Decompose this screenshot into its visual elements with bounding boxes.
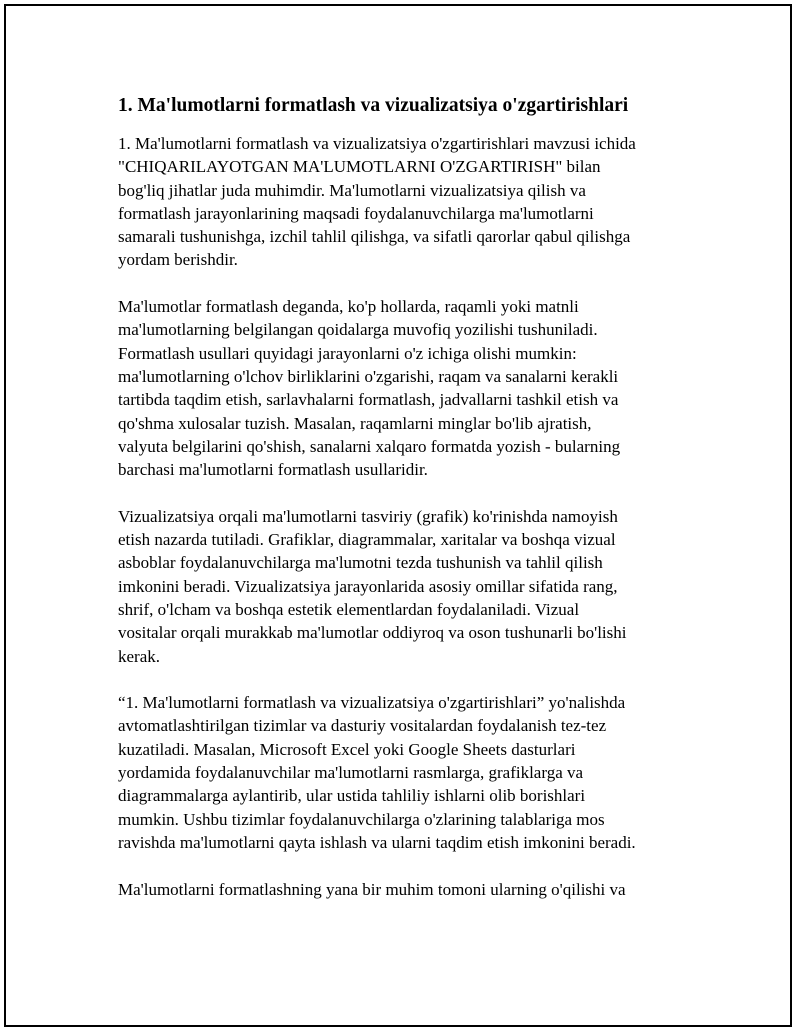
paragraph-3 <box>118 505 688 668</box>
text-line: qo'shma xulosalar tuzish. Masalan, raqamlarni minglar bo'lib ajratish, <box>118 413 592 433</box>
text-line: "CHIQARILAYOTGAN MA'LUMOTLARNI O'ZGARTIRISH" bilan <box>118 157 601 177</box>
text-line: Vizualizatsiya orqali ma'lumotlarni tasviriy (grafik) ko'rinishda namoyish <box>118 506 618 526</box>
text-line: ma'lumotlarning belgilangan qoidalarga muvofiq yozilishi tushuniladi. <box>118 320 598 340</box>
text-line: formatlash jarayonlarining maqsadi foydalanuvchilarga ma'lumotlarni <box>118 203 594 223</box>
text-line: vositalar orqali murakkab ma'lumotlar oddiyroq va oson tushunarli bo'lishi <box>118 623 627 643</box>
paragraph-2 <box>118 295 688 481</box>
text-line: asboblar foydalanuvchilarga ma'lumotni tezda tushunish va tahlil qilish <box>118 553 603 573</box>
text-line: barchasi ma'lumotlarni formatlash usullaridir. <box>118 460 428 480</box>
text-line: yordam berishdir. <box>118 250 238 270</box>
text-line: imkonini beradi. Vizualizatsiya jarayonlarida asosiy omillar sifatida rang, <box>118 576 618 596</box>
text-line: ravishda ma'lumotlarni qayta ishlash va ularni taqdim etish imkonini beradi. <box>118 832 636 852</box>
text-line: samarali tushunishga, izchil tahlil qilishga, va sifatli qarorlar qabul qilishga <box>118 227 631 247</box>
text-line: shrif, o'lcham va boshqa estetik elementlardan foydalaniladi. Vizual <box>118 599 580 619</box>
text-line: “1. Ma'lumotlarni formatlash va vizualizatsiya o'zgartirishlari” yo'nalishda <box>118 693 626 713</box>
text-line: kerak. <box>118 646 161 666</box>
text-line: tartibda taqdim etish, sarlavhalarni formatlash, jadvallarni tashkil etish va <box>118 390 619 410</box>
section-heading: 1. Ma'lumotlarni formatlash va vizualizatsiya o'zgartirishlari <box>118 95 629 116</box>
text-line: mumkin. Ushbu tizimlar foydalanuvchilarga o'zlarining talablariga mos <box>118 809 605 829</box>
text-line: etish nazarda tutiladi. Grafiklar, diagrammalar, xaritalar va boshqa vizual <box>118 530 616 550</box>
text-line: kuzatiladi. Masalan, Microsoft Excel yoki Google Sheets dasturlari <box>118 739 576 759</box>
text-line: bog'liq jihatlar juda muhimdir. Ma'lumotlarni vizualizatsiya qilish va <box>118 180 586 200</box>
text-line: Ma'lumotlarni formatlashning yana bir muhim tomoni ularning o'qilishi va <box>118 879 626 899</box>
document-body <box>118 93 688 924</box>
text-line: diagrammalarga aylantirib, ular ustida tahliliy ishlarni olib borishlari <box>118 786 586 806</box>
text-line: 1. Ma'lumotlarni formatlash va vizualizatsiya o'zgartirishlari mavzusi ichida <box>118 134 636 153</box>
text-line: ma'lumotlarning o'lchov birliklarini o'zgarishi, raqam va sanalarni kerakli <box>118 366 619 386</box>
paragraph-1 <box>118 132 688 272</box>
text-line: Ma'lumotlar formatlash deganda, ko'p hollarda, raqamli yoki matnli <box>118 297 579 317</box>
paragraph-5 <box>118 878 688 901</box>
text-line: Formatlash usullari quyidagi jarayonlarni o'z ichiga olishi mumkin: <box>118 343 577 363</box>
text-line: yordamida foydalanuvchilar ma'lumotlarni rasmlarga, grafiklarga va <box>118 763 584 783</box>
text-line: avtomatlashtirilgan tizimlar va dasturiy vositalardan foydalanish tez-tez <box>118 716 607 736</box>
paragraph-4 <box>118 691 688 854</box>
text-line: valyuta belgilarini qo'shish, sanalarni xalqaro formatda yozish - bularning <box>118 436 621 456</box>
